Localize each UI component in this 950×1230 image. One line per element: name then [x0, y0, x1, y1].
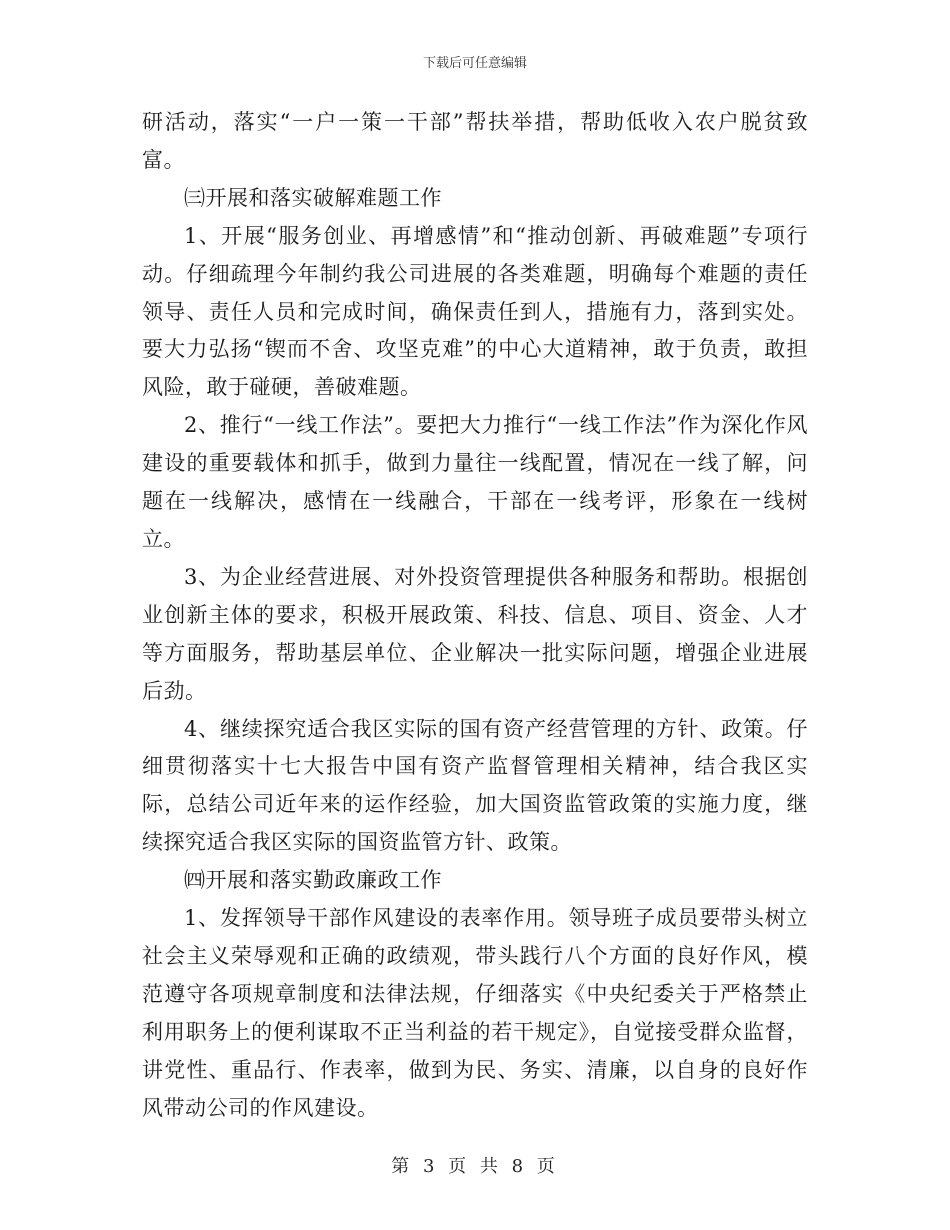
paragraph-continuation: 研活动，落实“一户一策一干部”帮扶举措，帮助低收入农户脱贫致富。: [142, 110, 808, 172]
paragraph: 3、为企业经营进展、对外投资管理提供各种服务和帮助。根据创业创新主体的要求，积极开展政策、科技、信息、项目、资金、人才等方面服务，帮助基层单位、企业解决一批实际问题，增强企业进展后劲。: [142, 564, 808, 703]
paragraph: 1、开展“服务创业、再增感情”和“推动创新、再破难题”专项行动。仔细疏理今年制约我公司进展的各类难题，明确每个难题的责任领导、责任人员和完成时间，确保责任到人，措施有力，落到实处。要大力弘扬“锲而不舍、攻坚克难”的中心大道精神，敢于负责，敢担风险，敢于碰硬，善破难题。: [142, 223, 808, 400]
page-number: 第 3 页 共 8 页: [391, 1156, 559, 1177]
document-body: [142, 104, 808, 1127]
paragraph: 2、推行“一线工作法”。要把大力推行“一线工作法”作为深化作风建设的重要载体和抓手，做到力量往一线配置，情况在一线了解，问题在一线解决，感情在一线融合，干部在一线考评，形象在一线树立。: [142, 413, 808, 551]
section-heading-4: ㈣开展和落实勤政廉政工作: [184, 868, 442, 893]
section-heading-3: ㈢开展和落实破解难题工作: [184, 185, 442, 210]
page-header: 下载后可任意编辑: [422, 56, 527, 71]
paragraph: 4、继续探究适合我区实际的国有资产经营管理的方针、政策。仔细贯彻落实十七大报告中国有资产监督管理相关精神，结合我区实际，总结公司近年来的运作经验，加大国资监管政策的实施力度，继续探究适合我区实际的国资监管方针、政策。: [142, 716, 808, 855]
paragraph: 1、发挥领导干部作风建设的表率作用。领导班子成员要带头树立社会主义荣辱观和正确的政绩观，带头践行八个方面的良好作风，模范遵守各项规章制度和法律法规，仔细落实《中央纪委关于严格禁止利用职务上的便利谋取不正当利益的若干规定》，自觉接受群众监督，讲党性、重品行、作表率，做到为民、务实、清廉，以自身的良好作风带动公司的作风建设。: [142, 906, 808, 1120]
